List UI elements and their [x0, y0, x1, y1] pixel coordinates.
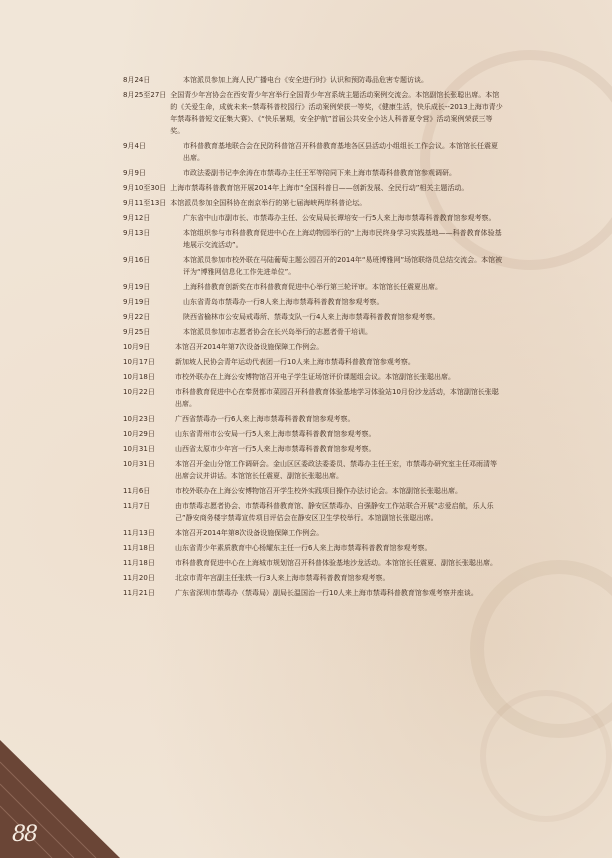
entry-date: 11月21日	[123, 589, 155, 597]
entry-date: 9月19日	[123, 298, 151, 306]
entry-text: 山东省青岛市禁毒办一行8人来上海市禁毒科普教育馆参观考察。	[183, 298, 384, 306]
entry-text: 市校外联办在上海公安博物馆召开学生校外实践项目操作办法讨论会。本馆副馆长张聪出席。	[175, 487, 462, 495]
entry-text: 广东省深圳市禁毒办（禁毒局）副局长温国治一行10人来上海市禁毒科普教育馆参观考察并座谈。	[175, 589, 478, 597]
chronicle-entry	[123, 587, 503, 599]
chronicle-entry	[123, 197, 503, 209]
chronicle-entry	[123, 281, 503, 293]
entry-text: 山东省青少年素质教育中心杨耀东主任一行6人来上海市禁毒科普教育馆参观考察。	[175, 544, 432, 552]
entry-date: 9月25日	[123, 328, 151, 336]
entry-date: 11月20日	[123, 574, 155, 582]
entry-text: 广东省中山市副市长、市禁毒办主任、公安局局长谭培安一行5人来上海市禁毒科普教育馆参观考察。	[183, 214, 496, 222]
chronicle-entry	[123, 341, 503, 353]
entry-date: 9月11至13日	[123, 199, 167, 207]
entry-date: 11月13日	[123, 529, 155, 537]
entry-text: 上海市禁毒科普教育馆开展2014年上海市“全国科普日——创新发展、全民行动”相关主题活动。	[170, 184, 469, 192]
chronicle-entry	[123, 74, 503, 86]
entry-text: 本馆召开金山分馆工作调研会。金山区区委政法委委员、禁毒办主任王宏，市禁毒办研究室主任邓雨清等出席会议并讲话。本馆馆长任震夏、副馆长张聪出席。	[175, 460, 497, 480]
entry-text: 上海科普教育创新奖在市科普教育促进中心举行第三轮评审。本馆馆长任震夏出席。	[183, 283, 442, 291]
entry-text: 市科普教育基地联合会在民防科普馆召开科普教育基地各区县活动小组组长工作会议。本馆馆长任震夏出席。	[183, 142, 498, 162]
entry-date: 10月31日	[123, 445, 155, 453]
entry-date: 9月10至30日	[123, 184, 167, 192]
chronicle-entry	[123, 557, 503, 569]
entry-text: 本馆组织参与市科普教育促进中心在上海动物园举行的“上海市民终身学习实践基地——科普教育体验基地展示交流活动”。	[183, 229, 502, 249]
entry-text: 市科普教育促进中心在奉贤都市菜园召开科普教育体验基地学习体验站10月份沙龙活动，本馆副馆长张聪出席。	[175, 388, 499, 408]
page-number: 88	[12, 822, 36, 847]
entry-date: 9月4日	[123, 142, 146, 150]
entry-text: 新加坡人民协会青年运动代表团一行10人来上海市禁毒科普教育馆参观考察。	[175, 358, 415, 366]
chronicle-entry	[123, 443, 503, 455]
chronicle-entry	[123, 485, 503, 497]
entry-date: 9月13日	[123, 229, 151, 237]
chronicle-entry	[123, 227, 503, 251]
entry-date: 10月23日	[123, 415, 155, 423]
entry-date: 10月9日	[123, 343, 151, 351]
entry-date: 10月29日	[123, 430, 155, 438]
chronicle-entry	[123, 413, 503, 425]
entry-text: 由市禁毒志愿者协会、市禁毒科普教育馆、静安区禁毒办、自强静安工作站联合开展“志爱启航，乐人乐己”静安商务楼宇禁毒宣传项目评估会在静安区卫生学校举行。本馆副馆长张聪出席。	[175, 502, 494, 522]
chronicle-entry	[123, 572, 503, 584]
entry-text: 本馆派员参加全国科协在南京举行的第七届海峡两岸科普论坛。	[170, 199, 367, 207]
chronicle-list	[123, 74, 503, 602]
entry-text: 市科普教育促进中心在上海城市规划馆召开科普体验基地沙龙活动。本馆馆长任震夏、副馆长张聪出席。	[175, 559, 497, 567]
entry-text: 北京市青年宫副主任张轶一行3人来上海市禁毒科普教育馆参观考察。	[175, 574, 390, 582]
entry-date: 11月18日	[123, 544, 155, 552]
entry-date: 9月12日	[123, 214, 151, 222]
coffee-stain-decoration	[480, 690, 612, 822]
entry-date: 9月16日	[123, 256, 151, 264]
entry-text: 本馆派员参加市校外联在马陆葡萄主题公园召开的2014年“易班博雅网”场馆联络员总结交流会。本馆被评为“博雅网信息化工作先进单位”。	[183, 256, 503, 276]
chronicle-entry	[123, 212, 503, 224]
chronicle-entry	[123, 182, 503, 194]
chronicle-entry	[123, 311, 503, 323]
chronicle-entry	[123, 356, 503, 368]
entry-date: 10月17日	[123, 358, 155, 366]
entry-date: 9月9日	[123, 169, 146, 177]
entry-date: 8月25至27日	[123, 91, 167, 99]
chronicle-entry	[123, 89, 503, 137]
chronicle-entry	[123, 371, 503, 383]
chronicle-entry	[123, 527, 503, 539]
entry-date: 10月31日	[123, 460, 155, 468]
entry-date: 8月24日	[123, 76, 151, 84]
chronicle-entry	[123, 542, 503, 554]
chronicle-entry	[123, 254, 503, 278]
entry-date: 11月7日	[123, 502, 151, 510]
entry-text: 山西省太原市少年宫一行5人来上海市禁毒科普教育馆参观考察。	[175, 445, 376, 453]
chronicle-entry	[123, 167, 503, 179]
entry-date: 11月6日	[123, 487, 151, 495]
entry-text: 本馆召开2014年第7次设备设施保障工作例会。	[175, 343, 324, 351]
entry-date: 11月18日	[123, 559, 155, 567]
entry-date: 9月22日	[123, 313, 151, 321]
chronicle-entry	[123, 500, 503, 524]
chronicle-entry	[123, 326, 503, 338]
entry-date: 10月18日	[123, 373, 155, 381]
entry-date: 9月19日	[123, 283, 151, 291]
chronicle-entry	[123, 386, 503, 410]
entry-text: 市政法委副书记李余涛在市禁毒办主任王军等陪同下来上海市禁毒科普教育馆参观调研。	[183, 169, 456, 177]
entry-text: 市校外联办在上海公安博物馆召开电子学生证场馆评价课题组会议。本馆副馆长张聪出席。	[175, 373, 455, 381]
entry-date: 10月22日	[123, 388, 155, 396]
entry-text: 广西省禁毒办一行6人来上海市禁毒科普教育馆参观考察。	[175, 415, 355, 423]
chronicle-entry	[123, 428, 503, 440]
chronicle-entry	[123, 458, 503, 482]
entry-text: 全国青少年宫协会在西安青少年宫举行全国青少年宫系统主题活动案例交流会。本馆副馆长张聪出席。本馆的《关爱生命，成就未来--禁毒科普校园行》活动案例荣获一等奖，《健康生活，快乐成长--2013上海市青少年禁毒科普短文征集大赛》、《“快乐暑期，安全护航”首届公共安全小达人科普夏令营》活动案例荣获三等奖。	[170, 91, 503, 135]
entry-text: 本馆召开2014年第8次设备设施保障工作例会。	[175, 529, 324, 537]
entry-text: 本馆派员参加上海人民广播电台《安全进行时》认识和预防毒品危害专题访谈。	[183, 76, 428, 84]
entry-text: 山东省青州市公安局一行5人来上海市禁毒科普教育馆参观考察。	[175, 430, 376, 438]
entry-text: 本馆派员参加市志愿者协会在长兴岛举行的志愿者骨干培训。	[183, 328, 372, 336]
entry-text: 陕西省榆林市公安局戒毒所、禁毒支队一行4人来上海市禁毒科普教育馆参观考察。	[183, 313, 440, 321]
chronicle-entry	[123, 140, 503, 164]
chronicle-entry	[123, 296, 503, 308]
